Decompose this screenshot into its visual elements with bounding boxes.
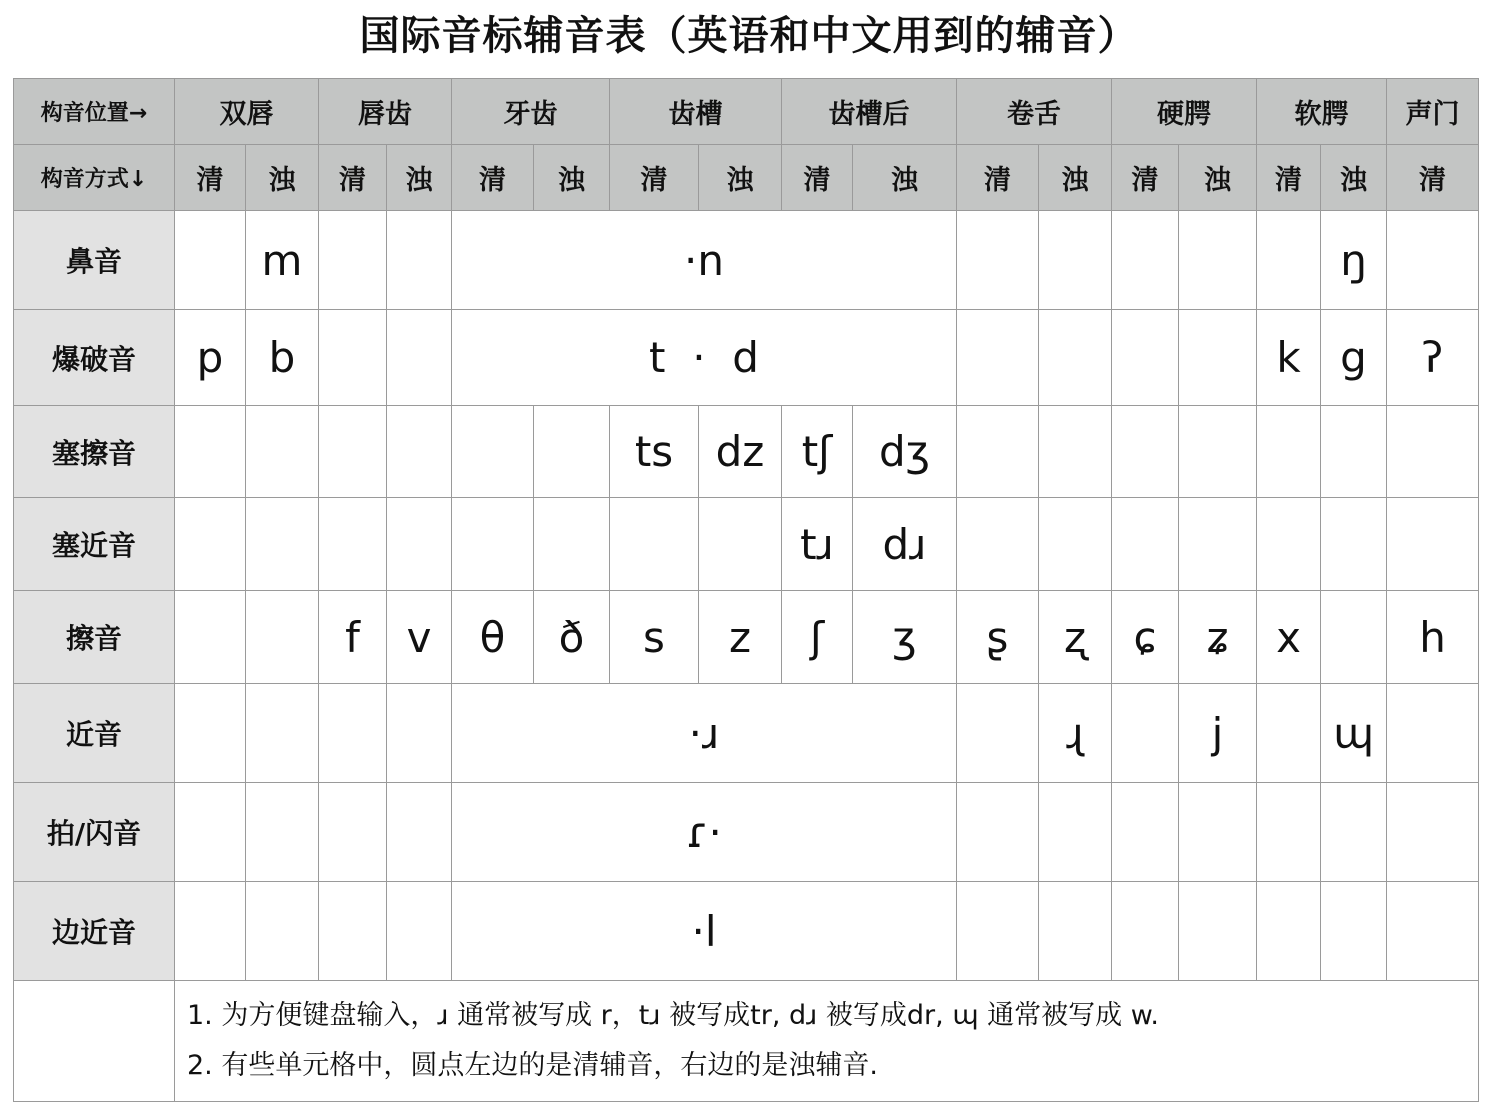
ipa-cell [1112, 783, 1179, 882]
ipa-cell [1179, 882, 1257, 981]
ipa-cell [534, 498, 610, 591]
ipa-cell [1179, 310, 1257, 406]
ipa-cell [1039, 211, 1112, 310]
row-label: 边近音 [14, 882, 175, 981]
ipa-cell [387, 211, 452, 310]
ipa-cell: p [175, 310, 246, 406]
ipa-cell [1179, 783, 1257, 882]
ipa-cell [1257, 211, 1321, 310]
voicing-label: 浊 [1179, 145, 1257, 211]
ipa-cell [1387, 406, 1479, 498]
ipa-cell [175, 211, 246, 310]
ipa-cell: ʂ [957, 591, 1039, 684]
ipa-cell [1257, 684, 1321, 783]
place-header-row [14, 79, 1479, 145]
ipa-cell [452, 498, 534, 591]
ipa-cell [610, 498, 699, 591]
row-fricative [14, 591, 1479, 684]
ipa-cell [957, 211, 1039, 310]
manner-corner-label: 构音方式↓ [14, 145, 175, 211]
ipa-cell-merged: ·n [452, 211, 957, 310]
row-affricate [14, 406, 1479, 498]
ipa-cell: ɕ [1112, 591, 1179, 684]
ipa-cell [957, 684, 1039, 783]
ipa-cell [319, 310, 387, 406]
ipa-cell [387, 498, 452, 591]
ipa-cell [1039, 882, 1112, 981]
ipa-cell [1387, 498, 1479, 591]
row-label: 鼻音 [14, 211, 175, 310]
voicing-label: 清 [1387, 145, 1479, 211]
place-glottal: 声门 [1387, 79, 1479, 145]
place-corner-label: 构音位置→ [14, 79, 175, 145]
ipa-cell [1387, 882, 1479, 981]
row-approximant [14, 684, 1479, 783]
ipa-cell: m [246, 211, 319, 310]
ipa-cell [175, 882, 246, 981]
ipa-cell [1039, 783, 1112, 882]
notes-blank-cell [14, 981, 175, 1102]
notes-cell [175, 981, 1479, 1102]
voicing-label: 清 [610, 145, 699, 211]
ipa-cell: ɻ [1039, 684, 1112, 783]
ipa-cell [1321, 783, 1387, 882]
ipa-cell [957, 882, 1039, 981]
ipa-cell [319, 406, 387, 498]
voicing-label: 浊 [1321, 145, 1387, 211]
notes-row [14, 981, 1479, 1102]
voicing-label: 清 [175, 145, 246, 211]
ipa-cell [1257, 498, 1321, 591]
ipa-cell-merged: ɾ· [452, 783, 957, 882]
ipa-cell: tʃ [782, 406, 853, 498]
row-label: 擦音 [14, 591, 175, 684]
ipa-cell [1387, 211, 1479, 310]
ipa-cell: ʔ [1387, 310, 1479, 406]
ipa-cell [246, 684, 319, 783]
place-palatal: 硬腭 [1112, 79, 1257, 145]
ipa-cell [1321, 498, 1387, 591]
ipa-cell [452, 406, 534, 498]
ipa-cell [387, 882, 452, 981]
ipa-cell [1039, 406, 1112, 498]
row-plosive [14, 310, 1479, 406]
ipa-cell: ð [534, 591, 610, 684]
ipa-cell [319, 498, 387, 591]
place-dental: 牙齿 [452, 79, 610, 145]
ipa-cell [246, 783, 319, 882]
ipa-cell [1112, 406, 1179, 498]
ipa-cell [387, 406, 452, 498]
ipa-cell [1112, 498, 1179, 591]
voicing-label: 清 [1257, 145, 1321, 211]
consonant-table [13, 78, 1479, 1102]
ipa-cell [1179, 406, 1257, 498]
ipa-cell [1112, 211, 1179, 310]
ipa-cell [319, 211, 387, 310]
ipa-cell: tɹ [782, 498, 853, 591]
ipa-cell [1387, 684, 1479, 783]
ipa-cell [1257, 783, 1321, 882]
row-label: 近音 [14, 684, 175, 783]
ipa-cell [1112, 310, 1179, 406]
ipa-cell [1112, 684, 1179, 783]
page-title: 国际音标辅音表（英语和中文用到的辅音） [359, 13, 1139, 59]
ipa-cell: z [699, 591, 782, 684]
ipa-cell-merged: ·ɹ [452, 684, 957, 783]
voicing-label: 浊 [534, 145, 610, 211]
voicing-label: 清 [782, 145, 853, 211]
ipa-cell [175, 406, 246, 498]
ipa-cell [246, 498, 319, 591]
ipa-cell [387, 684, 452, 783]
ipa-cell: k [1257, 310, 1321, 406]
ipa-cell: b [246, 310, 319, 406]
ipa-cell [1039, 310, 1112, 406]
ipa-cell: ʐ [1039, 591, 1112, 684]
ipa-cell [534, 406, 610, 498]
row-label: 塞擦音 [14, 406, 175, 498]
voicing-label: 浊 [387, 145, 452, 211]
ipa-cell [175, 591, 246, 684]
place-labiodental: 唇齿 [319, 79, 452, 145]
ipa-cell [246, 882, 319, 981]
ipa-cell [1321, 591, 1387, 684]
voicing-label: 浊 [246, 145, 319, 211]
ipa-cell [957, 498, 1039, 591]
note-2: 2. 有些单元格中，圆点左边的是清辅音，右边的是浊辅音. [187, 1050, 878, 1081]
ipa-cell: f [319, 591, 387, 684]
ipa-cell: θ [452, 591, 534, 684]
voicing-label: 浊 [853, 145, 957, 211]
voicing-label: 清 [452, 145, 534, 211]
place-retroflex: 卷舌 [957, 79, 1112, 145]
ipa-cell: ɰ [1321, 684, 1387, 783]
row-lateral-approximant [14, 882, 1479, 981]
voicing-label: 浊 [1039, 145, 1112, 211]
voicing-label: 清 [1112, 145, 1179, 211]
place-alveolar: 齿槽 [610, 79, 782, 145]
ipa-cell: ʒ [853, 591, 957, 684]
row-label: 塞近音 [14, 498, 175, 591]
ipa-cell [319, 882, 387, 981]
ipa-cell [1112, 882, 1179, 981]
ipa-cell: ŋ [1321, 211, 1387, 310]
ipa-cell: v [387, 591, 452, 684]
place-velar: 软腭 [1257, 79, 1387, 145]
row-nasal [14, 211, 1479, 310]
ipa-cell [957, 310, 1039, 406]
ipa-cell: j [1179, 684, 1257, 783]
ipa-cell [1257, 882, 1321, 981]
ipa-cell [957, 783, 1039, 882]
ipa-cell: dɹ [853, 498, 957, 591]
voicing-label: 浊 [699, 145, 782, 211]
ipa-cell-merged: ·l [452, 882, 957, 981]
ipa-cell [1179, 498, 1257, 591]
ipa-cell: x [1257, 591, 1321, 684]
row-tap-flap [14, 783, 1479, 882]
row-affricate-approximant [14, 498, 1479, 591]
ipa-cell [1039, 498, 1112, 591]
ipa-cell: dz [699, 406, 782, 498]
ipa-cell [175, 783, 246, 882]
ipa-cell [175, 684, 246, 783]
ipa-cell-merged: t · d [452, 310, 957, 406]
ipa-cell [1179, 211, 1257, 310]
ipa-cell [319, 684, 387, 783]
row-label: 爆破音 [14, 310, 175, 406]
voicing-label: 清 [957, 145, 1039, 211]
ipa-cell [387, 310, 452, 406]
note-1: 1. 为方便键盘输入，ɹ 通常被写成 r，tɹ 被写成tr, dɹ 被写成dr, ɰ 通常被写成 w. [187, 1000, 1159, 1031]
place-postalveolar: 齿槽后 [782, 79, 957, 145]
ipa-cell [1321, 882, 1387, 981]
ipa-cell [1321, 406, 1387, 498]
voicing-header-row [14, 145, 1479, 211]
ipa-cell [246, 406, 319, 498]
ipa-cell: dʒ [853, 406, 957, 498]
ipa-cell [957, 406, 1039, 498]
voicing-label: 清 [319, 145, 387, 211]
ipa-cell [699, 498, 782, 591]
ipa-cell: s [610, 591, 699, 684]
ipa-cell: h [1387, 591, 1479, 684]
ipa-cell [175, 498, 246, 591]
ipa-cell [319, 783, 387, 882]
ipa-cell [1257, 406, 1321, 498]
ipa-cell: ts [610, 406, 699, 498]
place-bilabial: 双唇 [175, 79, 319, 145]
ipa-cell: ʑ [1179, 591, 1257, 684]
ipa-cell [246, 591, 319, 684]
ipa-cell: g [1321, 310, 1387, 406]
ipa-cell: ʃ [782, 591, 853, 684]
ipa-cell [1387, 783, 1479, 882]
ipa-cell [387, 783, 452, 882]
row-label: 拍/闪音 [14, 783, 175, 882]
